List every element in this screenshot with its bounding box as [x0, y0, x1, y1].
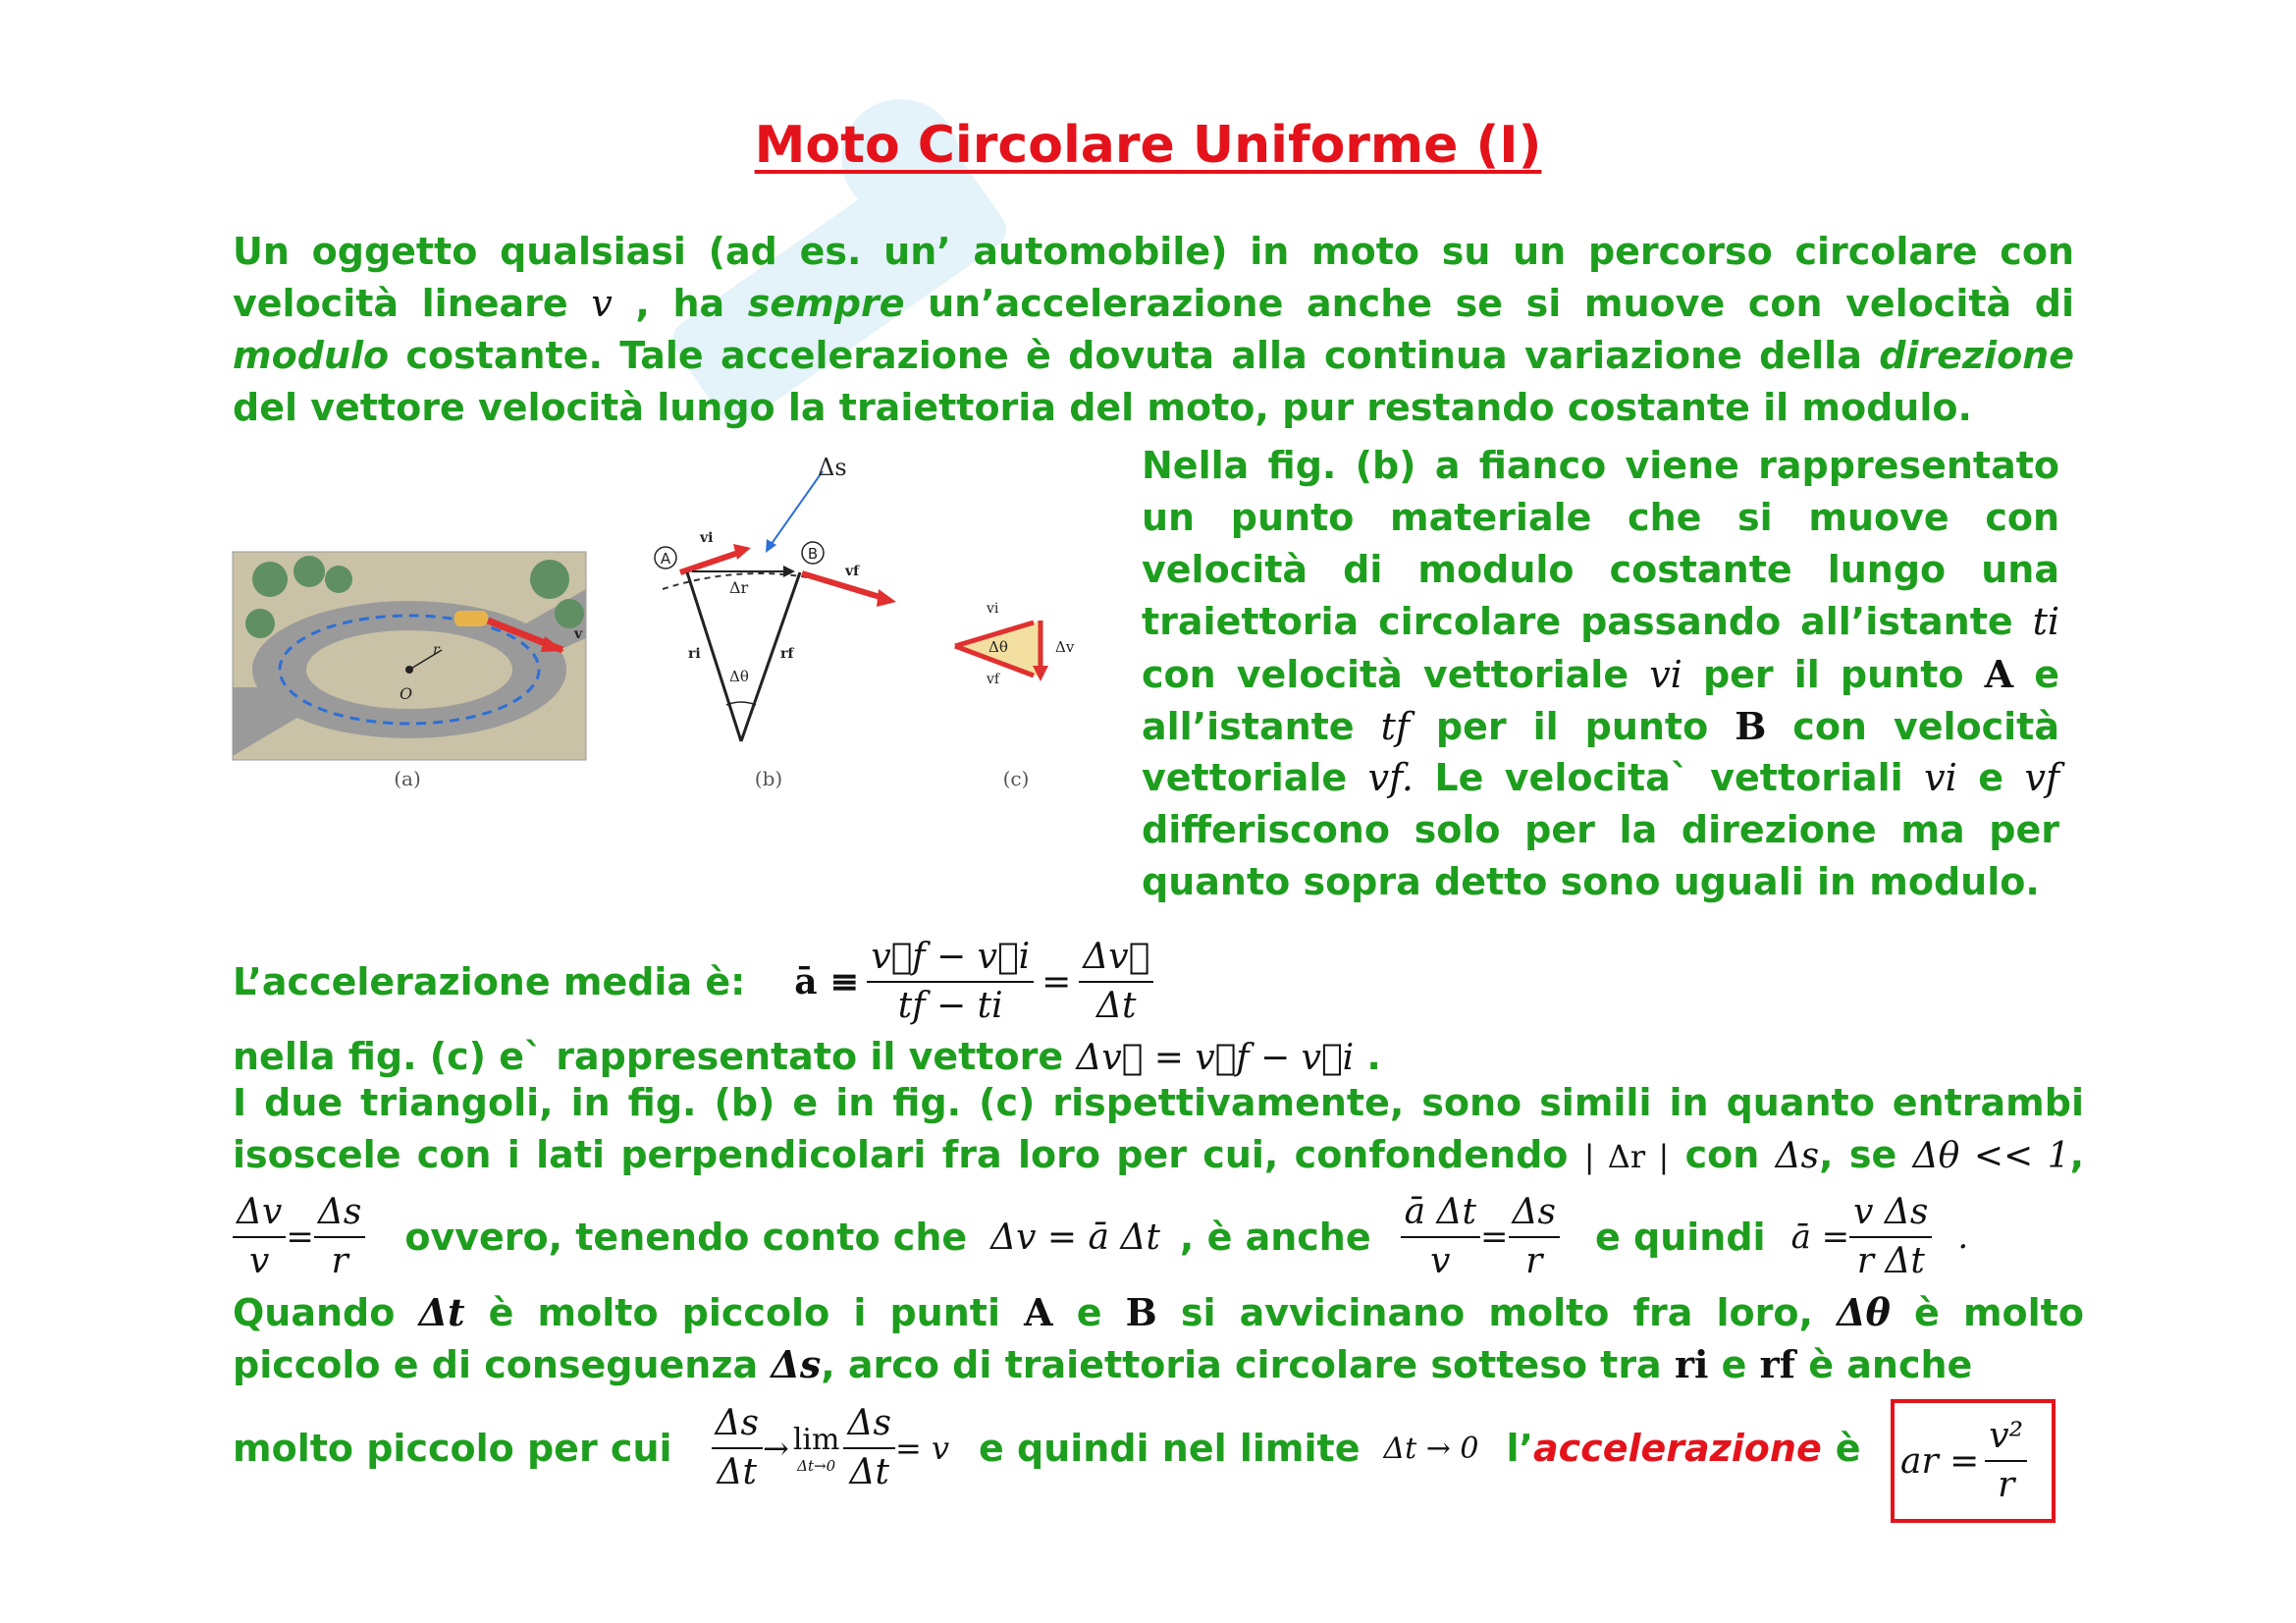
roundabout-illustration — [233, 552, 586, 760]
svg-text:vi: vi — [700, 530, 714, 546]
quando-paragraph: Quando Δt è molto piccolo i punti A e B si avvicinano molto fra loro, Δθ è molto — [233, 1290, 2084, 1334]
svg-text:A: A — [660, 550, 671, 568]
svg-text:Δs: Δs — [818, 454, 847, 481]
svg-text:vf: vf — [987, 672, 1000, 687]
svg-text:v: v — [574, 626, 583, 642]
page-title: Moto Circolare Uniforme (I) — [754, 116, 1542, 175]
svg-text:vi: vi — [987, 601, 999, 617]
svg-text:rf: rf — [780, 646, 794, 662]
intro-paragraph — [233, 226, 2074, 434]
side-paragraph: Nella fig. (b) a fianco viene rappresentato un punto materiale che si muove con velocità di modulo costante lungo una traiettoria circolare passando all’istante ti con velocità vettoriale vi per il punto A e all’istante tf per il punto B con velocità vettoriale vf. Le velocita` vettoriali vi e vf differiscono solo per la direzione ma per quanto sopra detto sono uguali in modulo. — [1142, 444, 2060, 903]
limit-row: molto piccolo per cui $\frac{\Delta s}{\Delta t}$ → lim Δt→0 $\frac{\Delta s}{\Delta t}$ = v e quindi nel limite Δt → 0 l’ accelerazione è — [233, 1394, 1861, 1502]
figc-line: nella fig. (c) e` rappresentato il vettore Δv⃗ = v⃗f − v⃗i . — [233, 1035, 1381, 1078]
intro-line-4: del vettore velocità lungo la traiettoria del moto, pur restando costante il modulo. — [233, 386, 1972, 429]
symbol-v: v — [591, 282, 613, 325]
svg-text:Δv: Δv — [1055, 638, 1075, 656]
svg-text:r: r — [433, 642, 440, 658]
svg-text:O: O — [400, 684, 413, 703]
motion-figure — [231, 442, 1095, 805]
velocity-triangle-c — [955, 601, 1075, 687]
intro-line-1: Un oggetto qualsiasi (ad es. un’ automobile) in moto su un percorso circolare con — [233, 230, 2074, 273]
svg-text:Δθ: Δθ — [729, 668, 749, 685]
intro-line-2: velocità lineare v , ha sempre un’accelerazione anche se si muove con velocità di — [233, 282, 2075, 325]
figure-label-b: (b) — [754, 767, 783, 790]
intro-line-3: modulo costante. Tale accelerazione è dovuta alla continua variazione della direzione — [233, 334, 2075, 377]
svg-text:Δθ: Δθ — [988, 638, 1008, 656]
velocity-triangle-b — [655, 454, 896, 741]
svg-text:ri: ri — [688, 646, 701, 662]
figure-label-c: (c) — [1002, 767, 1030, 790]
quando-line-2: piccolo e di conseguenza Δs, arco di traiettoria circolare sotteso tra ri e rf è anche — [233, 1342, 1973, 1386]
svg-text:B: B — [807, 545, 819, 563]
triangles-paragraph: I due triangoli, in fig. (b) e in fig. (c) rispettivamente, sono simili in quanto entrambi isoscele con i lati perpendicolari fra loro per cui, confondendo | Δr | con Δs, se Δθ << 1, — [233, 1081, 2085, 1176]
figure-label-a: (a) — [394, 767, 421, 790]
centripetal-formula-box: ar = $\frac{\text{v²}}{r}$ — [1891, 1399, 2056, 1523]
fractions-row: $\frac{\Delta v}{v}$ = $\frac{\Delta s}{r}$ ovvero, tenendo conto che Δv = ā Δt , è anche $\frac{\text{ā Δt}}{v}$ = $\frac{\Delta s}{r}$ e quindi ā = $\frac{\text{v Δs}}{\text{r Δt}}$ . — [233, 1183, 1968, 1291]
svg-text:Δr: Δr — [729, 578, 749, 597]
svg-text:vf: vf — [845, 564, 860, 579]
avg-acceleration-row: L’accelerazione media è: ā ≡ $\frac{v⃗f - v⃗i}{tf - ti}$ = $\frac{\Delta v⃗}{\Delta t}$ — [233, 928, 1153, 1036]
